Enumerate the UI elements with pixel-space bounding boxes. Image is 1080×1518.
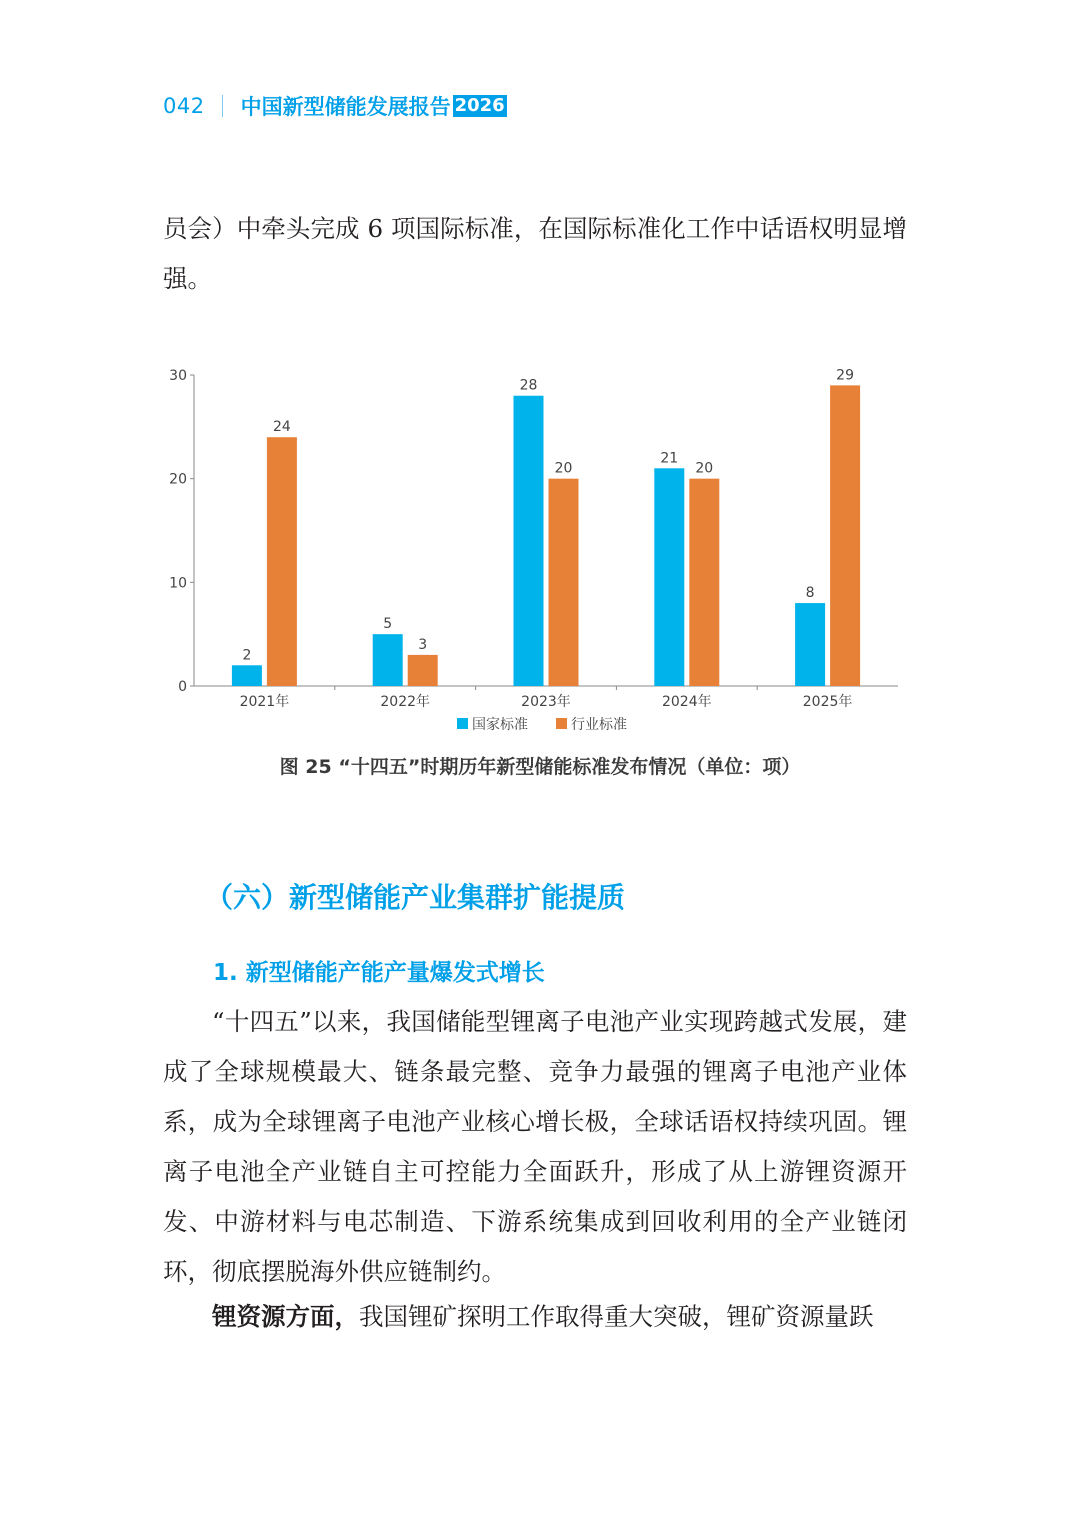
paragraph-text: 我国锂矿探明工作取得重大突破，锂矿资源量跃 [359,1302,874,1331]
y-tick-label: 0 [178,679,187,695]
x-tick-label: 2022年 [380,694,431,710]
bar-industry [830,385,860,686]
page-header [163,88,507,124]
bar-industry [689,479,719,686]
data-label: 2 [242,647,252,664]
body-paragraph-1: “十四五”以来，我国储能型锂离子电池产业实现跨越式发展，建成了全球规模最大、链条最完整、竞争力最强的锂离子电池产业体系，成为全球锂离子电池产业核心增长极，全球话语权持续巩固。锂离子电池全产业链自主可控能力全面跃升，形成了从上游锂资源开发、中游材料与电芯制造、下游系统集成到回收利用的全产业链闭环，彻底摆脱海外供应链制约。 [163,1007,907,1286]
data-label: 29 [836,367,855,384]
x-tick-label: 2024年 [661,694,712,710]
figure-caption: 图 25 “十四五”时期历年新型储能标准发布情况（单位：项） [279,756,801,778]
data-label: 3 [418,636,428,653]
bar-industry [267,437,297,686]
bar-national [795,603,825,686]
page-number: 042 [163,94,205,118]
report-title: 中国新型储能发展报告 [240,95,451,119]
x-tick-label: 2023年 [521,694,571,710]
x-tick-label: 2021年 [239,694,290,710]
paragraph-lead: 锂资源方面， [212,1302,359,1331]
bar-industry [408,655,438,686]
report-year-badge: 2026 [454,95,505,116]
data-label: 20 [695,460,714,477]
bar-industry [549,479,579,686]
header-divider [222,95,223,117]
bar-national [232,665,262,686]
legend-swatch [457,718,468,729]
subsection-title: 1. 新型储能产能产量爆发式增长 [213,960,545,986]
y-tick-label: 30 [169,368,187,384]
data-label: 24 [272,419,291,436]
x-tick-label: 2025年 [802,694,853,710]
y-tick-label: 10 [169,575,187,592]
bar-national [514,396,544,686]
bar-national [373,634,403,686]
bar-national [654,468,684,686]
intro-paragraph: 员会）中牵头完成 6 项国际标准，在国际标准化工作中话语权明显增强。 [163,214,907,293]
data-label: 20 [554,460,573,477]
legend-label: 国家标准 [472,717,528,733]
y-tick-label: 20 [169,471,187,488]
standards-bar-chart [0,350,1080,750]
data-label: 21 [660,450,679,467]
section-title: （六）新型储能产业集群扩能提质 [205,881,626,914]
data-label: 5 [383,616,393,633]
legend-swatch [556,718,567,729]
body-paragraph-2 [163,1292,907,1342]
data-label: 8 [805,585,815,602]
legend-label: 行业标准 [571,717,627,733]
data-label: 28 [519,377,538,394]
